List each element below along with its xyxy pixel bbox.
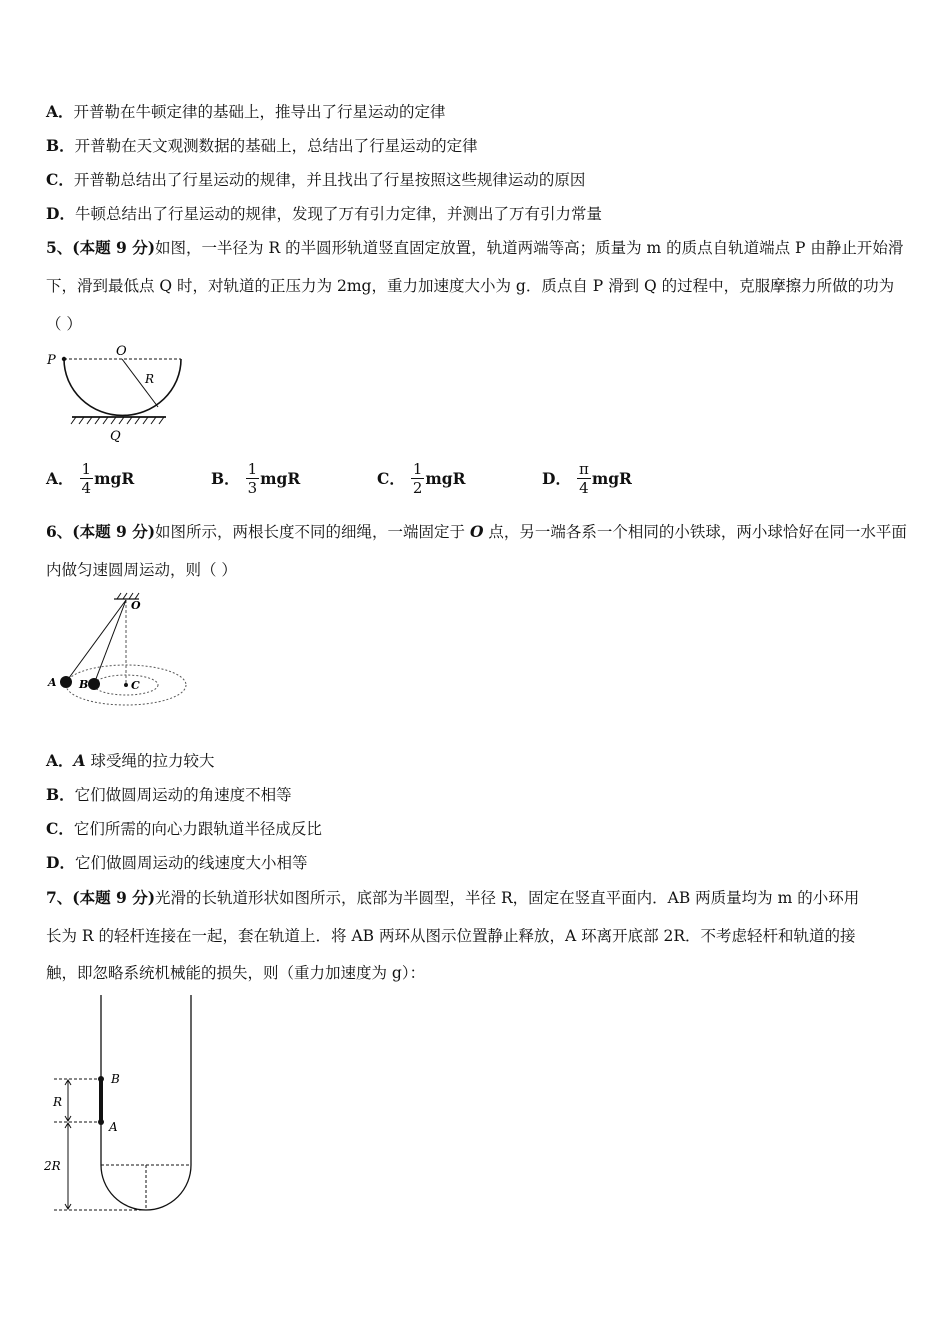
q7-label-a: A (109, 1120, 118, 1134)
q5-point-p (62, 357, 66, 361)
q5-stem: 5、(本题 9 分)如图，一半径为 R 的半圆形轨道竖直固定放置，轨道两端等高；质量为 m 的质点自轨道端点 P 由静止开始滑下，滑到最低点 Q 时，对轨道的正压力为 2mg，重力加速度大小为 g．质点自 P 滑到 Q 的过程中，克服摩擦力所做的功为（ ） (46, 238, 904, 333)
q6-label-a: A (48, 676, 57, 689)
q6-string-a (66, 600, 126, 682)
q7-label-2r: 2R (44, 1159, 61, 1173)
q6-label-c: C (131, 679, 140, 692)
q5-option-d-fraction: $\frac{\pi}{4}$ (578, 459, 589, 497)
q7-stem-line-2: 长为 R 的轻杆连接在一起，套在轨道上．将 AB 两环从图示位置静止释放，A 环离开底部 2R．不考虑轻杆和轨道的接 (46, 927, 856, 945)
q7-stem-line-1: 7、(本题 9 分)光滑的长轨道形状如图所示，底部为半圆型，半径 R，固定在竖直平面内．AB 两质量均为 m 的小环用 (46, 888, 860, 907)
q6-option-b: B．它们做圆周运动的角速度不相等 (46, 785, 292, 804)
q5-options (46, 455, 906, 501)
q6-ball-b (88, 678, 100, 690)
q6-ball-a (60, 676, 72, 688)
q5-option-b-fraction: $\frac{1}{3}$ (247, 459, 258, 497)
q5-label-p: P (47, 353, 56, 368)
q5-option-a: A． $\frac{1}{4}$ mgR (46, 459, 135, 497)
q6-string-b (94, 600, 126, 684)
q6-option-c: C．它们所需的向心力跟轨道半径成反比 (46, 819, 322, 838)
q7-stem-line-3: 触，即忽略系统机械能的损失，则（重力加速度为 g）： (46, 964, 426, 982)
q4-option-a: A．开普勒在牛顿定律的基础上，推导出了行星运动的定律 (46, 102, 446, 121)
q5-label-q: Q (110, 429, 121, 444)
q5-label-r: R (145, 372, 155, 386)
q6-label-b: B (79, 678, 89, 691)
q6-conical-pendulum-figure (44, 590, 194, 718)
q6-center-c (124, 683, 128, 687)
q6-label-o: O (131, 599, 141, 612)
q6-option-d: D．它们做圆周运动的线速度大小相等 (46, 853, 308, 872)
q5-option-c-fraction: $\frac{1}{2}$ (412, 459, 423, 497)
q5-option-d: D． $\frac{\pi}{4}$ mgR (542, 459, 632, 497)
q7-label-r: R (53, 1095, 63, 1109)
q5-ground-hatch (71, 417, 164, 424)
q5-option-c: C． $\frac{1}{2}$ mgR (377, 459, 466, 497)
q5-semicircle-figure (44, 340, 194, 450)
q7-track-figure (44, 995, 204, 1220)
q5-label-o: O (116, 344, 127, 359)
q4-option-d: D．牛顿总结出了行星运动的规律，发现了万有引力定律，并测出了万有引力常量 (46, 204, 602, 223)
q4-option-c: C．开普勒总结出了行星运动的规律，并且找出了行星按照这些规律运动的原因 (46, 170, 586, 189)
q5-track (64, 359, 181, 415)
q6-option-a: A．A 球受绳的拉力较大 (46, 751, 215, 770)
q7-label-b: B (111, 1072, 120, 1086)
q5-option-a-fraction: $\frac{1}{4}$ (81, 459, 92, 497)
q4-option-b: B．开普勒在天文观测数据的基础上，总结出了行星运动的定律 (46, 136, 478, 155)
q5-option-b: B． $\frac{1}{3}$ mgR (211, 459, 301, 497)
q6-stem: 6、(本题 9 分)如图所示，两根长度不同的细绳，一端固定于 O 点，另一端各系一个相同的小铁球，两小球恰好在同一水平面内做匀速圆周运动，则（ ） (46, 522, 907, 579)
